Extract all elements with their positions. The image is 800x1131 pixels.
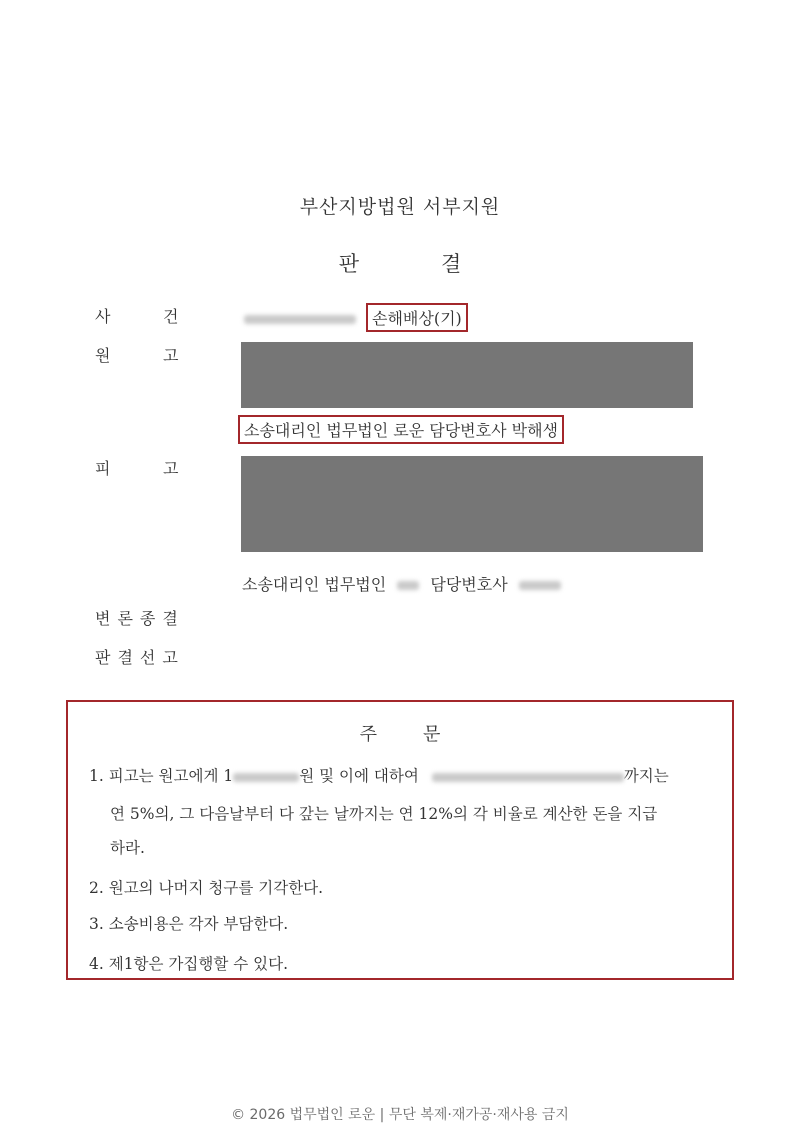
copyright-footer: © 2026 법무법인 로운 | 무단 복제·재가공·재사용 금지 [231, 1107, 569, 1123]
court-name: 부산지방법원 서부지원 [299, 196, 501, 218]
closing-argument-label: 변론종결 [95, 609, 185, 628]
defendant-attorney: 소송대리인 법무법인 담당변호사 [242, 572, 561, 595]
defendant-label: 피 고 [95, 459, 179, 478]
case-number-redacted [244, 309, 356, 328]
defendant-redaction [241, 456, 703, 552]
order-item-1-line-3: 하라. [110, 839, 145, 857]
document-title [0, 248, 800, 278]
order-item-4: 4. 제1항은 가집행할 수 있다. [89, 955, 289, 973]
plaintiff-label: 원 고 [95, 346, 179, 365]
title-char-2: 결 [441, 252, 462, 276]
plaintiff-attorney: 소송대리인 법무법인 로운 담당변호사 박해생 [238, 415, 564, 444]
judgment-date-label: 판결선고 [95, 648, 185, 667]
title-char-1: 판 [338, 252, 359, 276]
plaintiff-redaction [241, 342, 693, 408]
order-item-3: 3. 소송비용은 각자 부담한다. [89, 915, 289, 933]
order-item-1-line-2: 연 5%의, 그 다음날부터 다 갚는 날까지는 연 12%의 각 비율로 계산한 돈을 지급 [110, 805, 658, 823]
order-item-2: 2. 원고의 나머지 청구를 기각한다. [89, 879, 324, 897]
case-name: 손해배상(기) [366, 303, 468, 332]
case-label: 사 건 [95, 307, 179, 326]
order-item-1-line-1: 1. 피고는 원고에게 1 원 및 이에 대하여 까지는 [89, 767, 669, 785]
order-title: 주 문 [359, 724, 441, 745]
